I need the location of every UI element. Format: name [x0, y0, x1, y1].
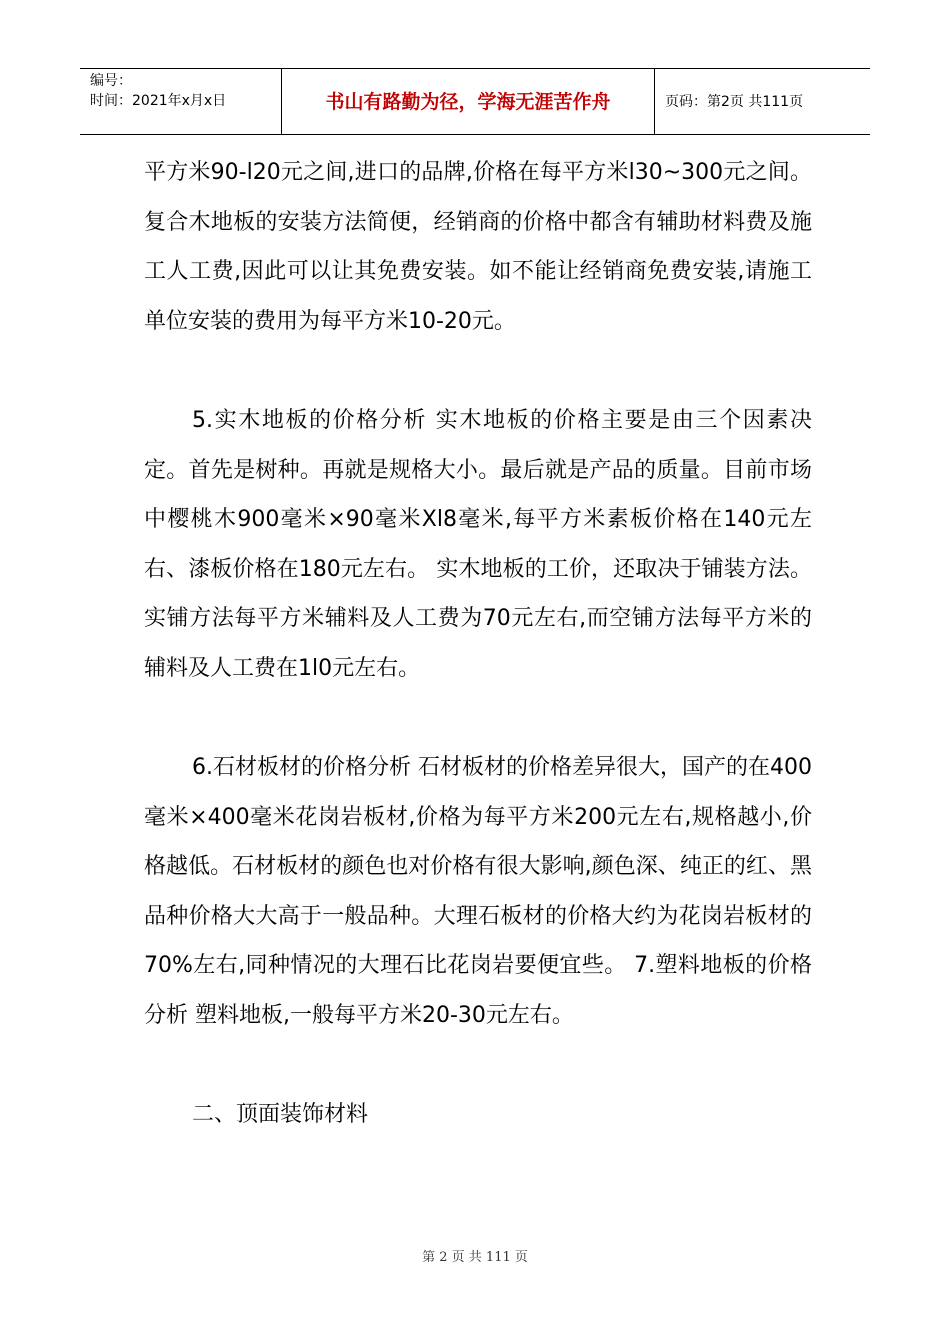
section-heading-ceiling-materials: 二、顶面装饰材料	[192, 1102, 369, 1127]
document-number-label: 编号：	[90, 73, 132, 89]
header-meta-cell	[80, 69, 282, 134]
page-footer: 第 2 页 共 111 页	[422, 1250, 528, 1265]
header-motto: 书山有路勤为径，学海无涯苦作舟	[282, 69, 655, 134]
paragraph-solid-wood-flooring: 5.实木地板的价格分析 实木地板的价格主要是由三个因素决定。首先是树种。再就是规格大小。最后就是产品的质量。目前市场中樱桃木900毫米×90毫米Xl8毫米,每平方米素板价格在140元左右、漆板价格在180元左右。 实木地板的工价，还取决于铺装方法。实铺方法每平方米辅料及人工费为70元左右,而空铺方法每平方米的辅料及人工费在1l0元左右。	[144, 408, 812, 681]
document-time-label: 时间：2021年x月x日	[90, 93, 227, 109]
paragraph-gap	[144, 346, 812, 396]
paragraph-gap	[144, 1040, 812, 1090]
paragraph-stone-and-plastic: 6.石材板材的价格分析 石材板材的价格差异很大，国产的在400毫米×400毫米花岗岩板材,价格为每平方米200元左右,规格越小,价格越低。石材板材的颜色也对价格有很大影响,颜色深、纯正的红、黑品种价格大大高于一般品种。大理石板材的价格大约为花岗岩板材的70%左右,同种情况的大理石比花岗岩要便宜些。 7.塑料地板的价格分析 塑料地板,一般每平方米20-30元左右。	[144, 755, 812, 1028]
paragraph-flooring-continued: 平方米90-l20元之间,进口的品牌,价格在每平方米l30~300元之间。 复合木地板的安装方法简便，经销商的价格中都含有辅助材料费及施工人工费,因此可以让其免费安装。如不能让经销商免费安装,请施工单位安装的费用为每平方米10-20元。	[144, 160, 812, 334]
document-body	[144, 148, 812, 1140]
paragraph-gap	[144, 693, 812, 743]
page-header	[80, 68, 870, 135]
header-page-info: 页码：第2页 共111页	[665, 94, 804, 110]
